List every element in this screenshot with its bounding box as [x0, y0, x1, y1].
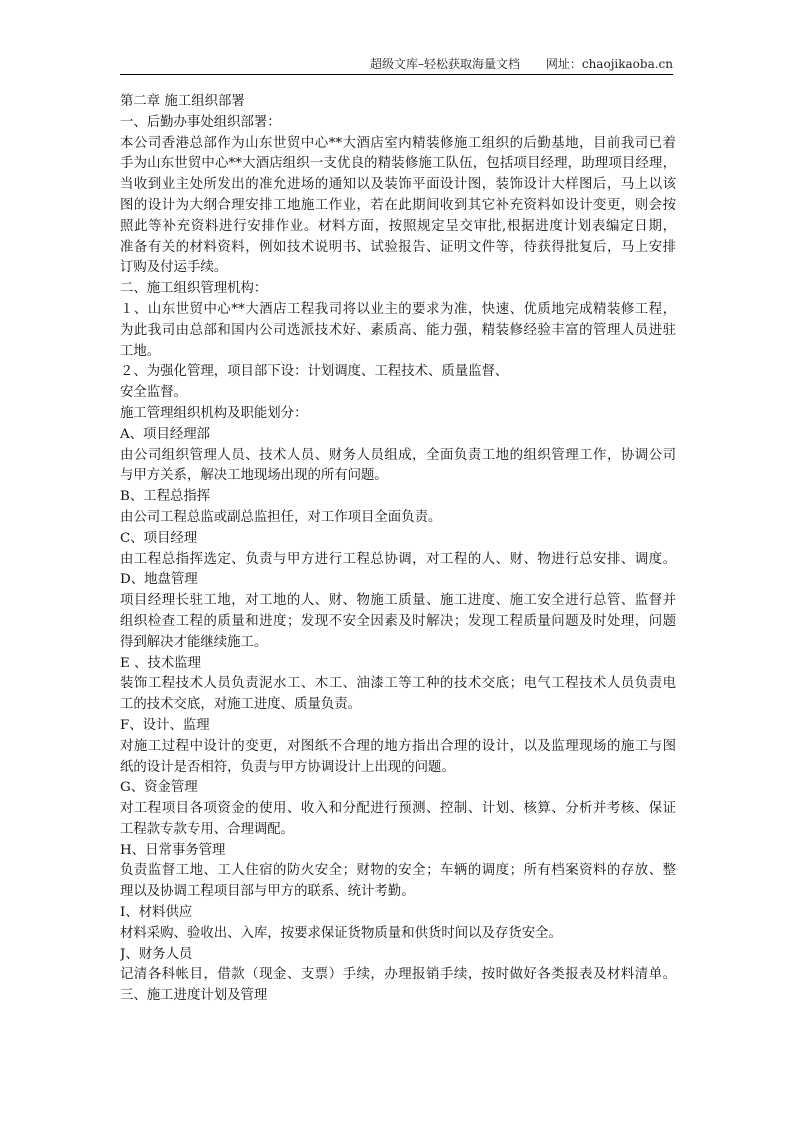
site-name: 超级文库–轻松获取海量文档 [370, 57, 521, 71]
paragraph-line: ２、为强化管理，项目部下设：计划调度、工程技术、质量监督、 [120, 364, 509, 380]
paragraph-line: 工的技术交底，对施工进度、质量负责。 [120, 697, 362, 713]
section-heading: 施工管理组织机构及职能划分： [120, 405, 308, 421]
paragraph-line: 材料采购、验收出、入库，按要求保证货物质量和供货时间以及存货安全。 [120, 925, 562, 941]
section-heading: 一、后勤办事处组织部署： [120, 114, 281, 130]
paragraph-line: 由公司组织管理人员、技术人员、财务人员组成，全面负责工地的组织管理工作，协调公司 [120, 447, 676, 463]
section-heading: H、日常事务管理 [120, 842, 226, 858]
section-heading: J、财务人员 [120, 946, 193, 962]
document-lines [120, 113, 676, 1007]
paragraph-line: 照此等补充资料进行安排作业。材料方面，按照规定呈交审批,根据进度计划表编定日期， [120, 218, 676, 234]
site-url: 网址：chaojikaoba.cn [545, 57, 673, 71]
section-heading: 三、施工进度计划及管理 [120, 988, 268, 1004]
section-heading: C、项目经理 [120, 530, 198, 546]
paragraph-line: 由工程总指挥选定、负责与甲方进行工程总协调，对工程的人、财、物进行总安排、调度。 [120, 551, 676, 567]
paragraph-line: 工程款专款专用、合理调配。 [120, 821, 295, 837]
paragraph-line: 理以及协调工程项目部与甲方的联系、统计考勤。 [120, 884, 415, 900]
paragraph-line: 当收到业主处所发出的准允进场的通知以及装饰平面设计图，装饰设计大样图后，马上以该 [120, 177, 676, 193]
paragraph-line: 准备有关的材料资料，例如技术说明书、试验报告、证明文件等，待获得批复后，马上安排 [120, 239, 676, 255]
paragraph-line: 对施工过程中设计的变更，对图纸不合理的地方指出合理的设计，以及监理现场的施工与图 [120, 738, 676, 754]
paragraph-line: 由公司工程总监或副总监担任，对工作项目全面负责。 [120, 509, 442, 525]
paragraph-line: 装饰工程技术人员负责泥水工、木工、油漆工等工种的技术交底；电气工程技术人员负责电 [120, 676, 676, 692]
section-heading: F、设计、监理 [120, 717, 210, 733]
paragraph-line: 订购及付运手续。 [120, 260, 228, 276]
chapter-title: 第二章 施工组织部署 [120, 94, 245, 109]
paragraph-line: 记清各科帐目，借款（现金、支票）手续，办理报销手续，按时做好各类报表及材料清单。 [120, 967, 676, 983]
paragraph-line: 安全监督。 [120, 385, 187, 401]
section-heading: A、项目经理部 [120, 426, 211, 442]
paragraph-line: 纸的设计是否相符，负责与甲方协调设计上出现的问题。 [120, 759, 455, 775]
paragraph-line: 得到解决才能继续施工。 [120, 634, 268, 650]
section-heading: I、材料供应 [120, 905, 193, 921]
paragraph-line: 工地。 [120, 343, 161, 359]
paragraph-line: 为此我司由总部和国内公司选派技术好、素质高、能力强，精装修经验丰富的管理人员进驻 [120, 322, 676, 338]
section-heading: 二、施工组织管理机构： [120, 281, 268, 297]
paragraph-line: 组织检查工程的质量和进度；发现不安全因素及时解决；发现工程质量问题及时处理，问题 [120, 613, 676, 629]
paragraph-line: 与甲方关系，解决工地现场出现的所有问题。 [120, 468, 388, 484]
paragraph-line: 图的设计为大纲合理安排工地施工作业，若在此期间收到其它补充资料如设计变更，则会按 [120, 197, 676, 213]
section-heading: E 、技术监理 [120, 655, 201, 671]
paragraph-line: １、山东世贸中心**大酒店工程我司将以业主的要求为准，快速、优质地完成精装修工程， [120, 301, 676, 317]
paragraph-line: 手为山东世贸中心**大酒店组织一支优良的精装修施工队伍，包括项目经理，助理项目经理， [120, 156, 676, 172]
page-header [120, 56, 673, 75]
document-body [120, 92, 676, 1007]
section-heading: B、工程总指挥 [120, 489, 211, 505]
paragraph-line: 本公司香港总部作为山东世贸中心**大酒店室内精装修施工组织的后勤基地，目前我司已着 [120, 135, 676, 151]
paragraph-line: 负责监督工地、工人住宿的防火安全；财物的安全；车辆的调度；所有档案资料的存放、整 [120, 863, 676, 879]
paragraph-line: 项目经理长驻工地，对工地的人、财、物施工质量、施工进度、施工安全进行总管、监督并 [120, 593, 676, 609]
section-heading: G、资金管理 [120, 780, 198, 796]
section-heading: D、地盘管理 [120, 572, 198, 588]
paragraph-line: 对工程项目各项资金的使用、收入和分配进行预测、控制、计划、核算、分析并考核、保证 [120, 801, 676, 817]
